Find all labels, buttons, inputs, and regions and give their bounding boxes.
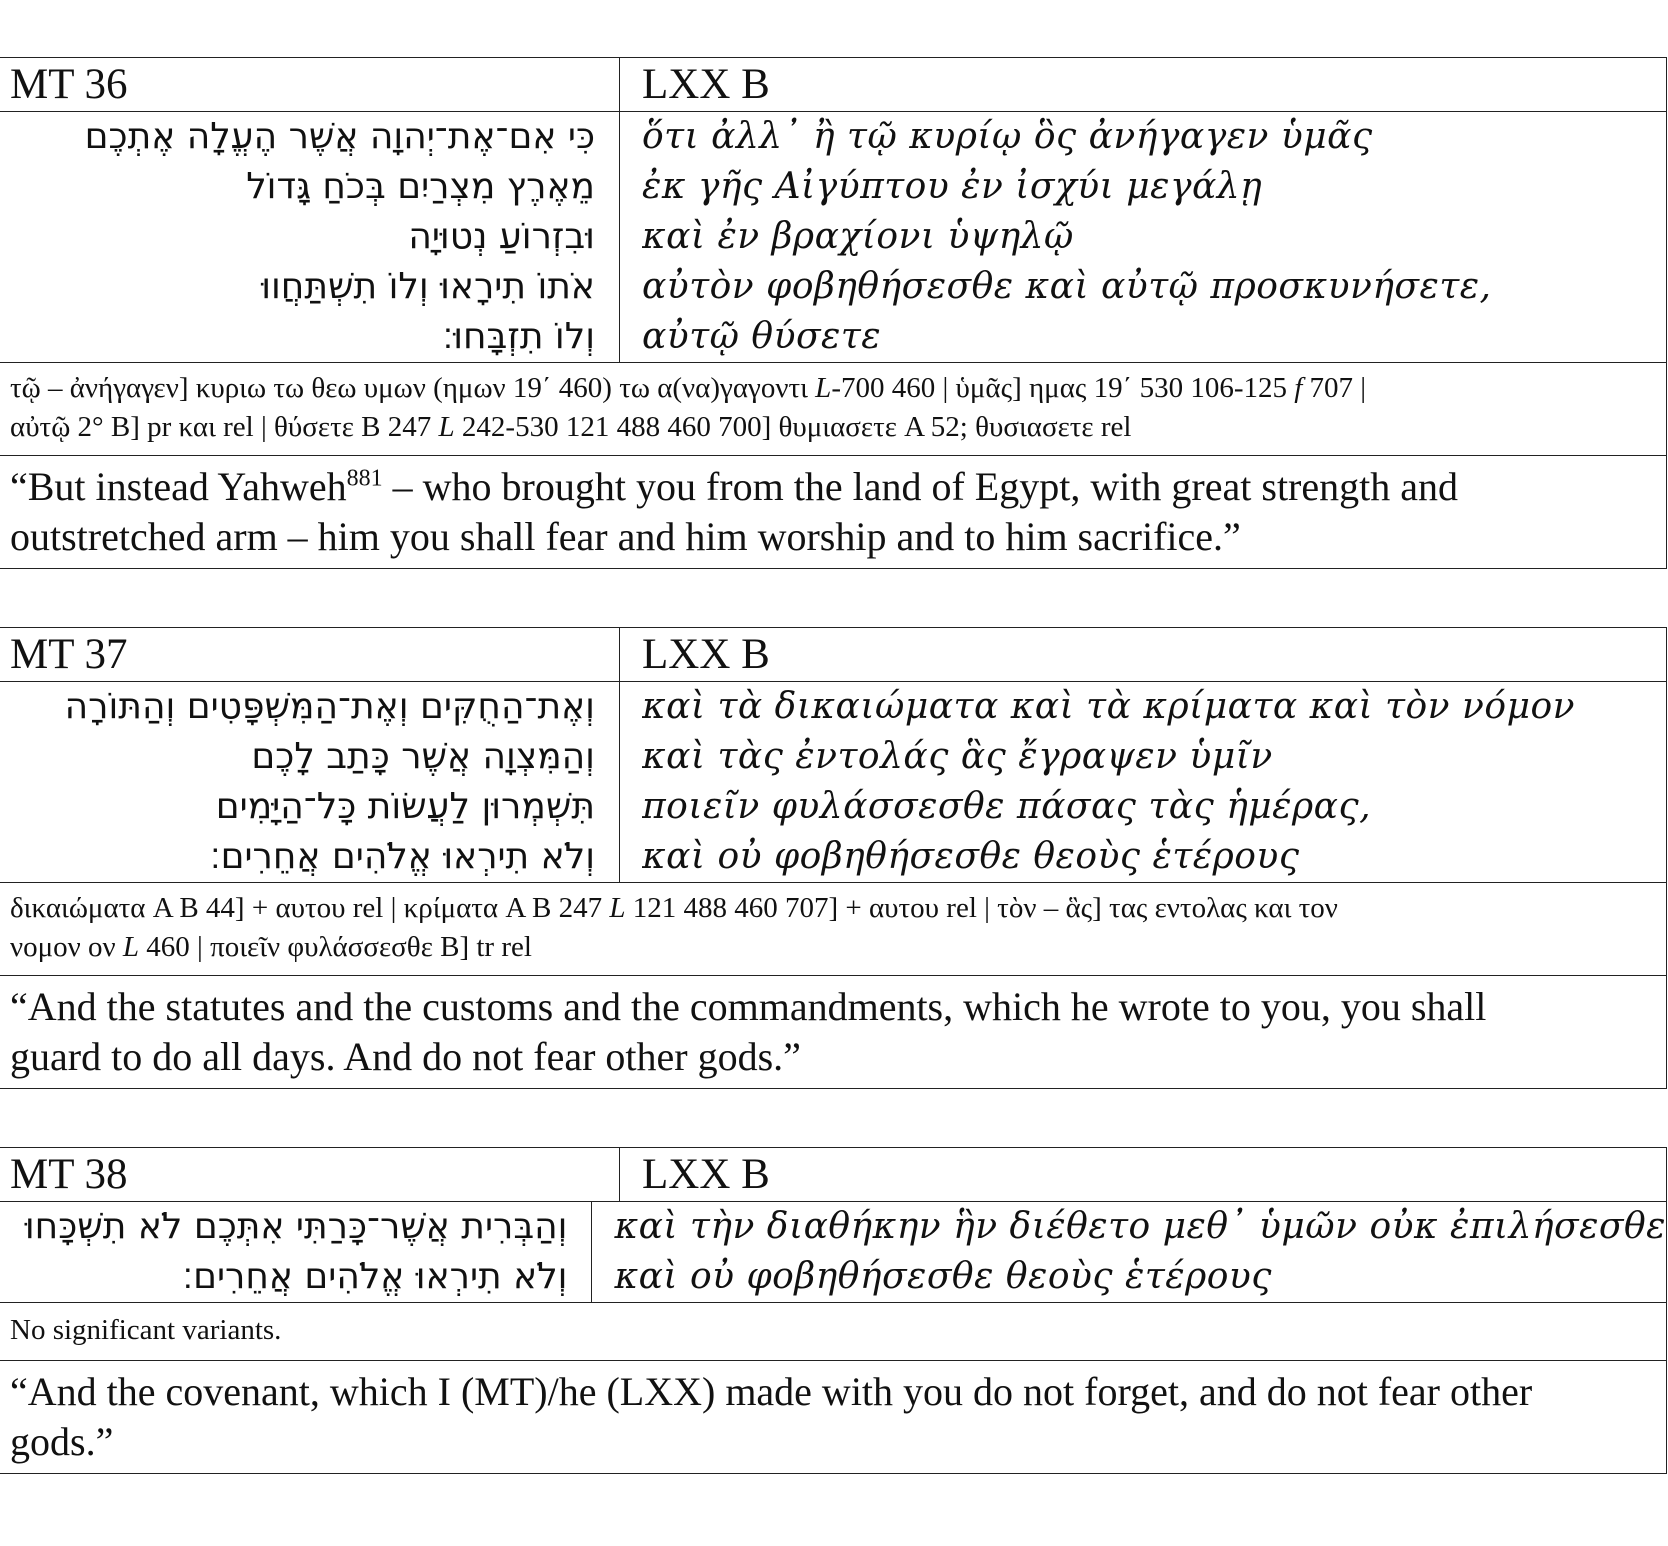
greek-line: ποιεῖν φυλάσσεσθε πάσας τὰς ἡμέρας, [642, 786, 1372, 827]
hebrew-line: וְהַבְּרִית אֲשֶׁר־כָּרַתִּי אִתְּכֶם לֹא תִשְׁכָּחוּ [24, 1206, 568, 1247]
hebrew-text [0, 1202, 592, 1302]
hebrew-line: וְלוֹ תִזְבָּחוּ׃ [442, 316, 595, 357]
greek-line: καὶ ἐν βραχίονι ὑψηλῷ [642, 216, 1074, 257]
text-row [0, 112, 1666, 363]
greek-line: καὶ τὴν διαθήκην ἣν διέθετο μεθ᾽ ὑμῶν οὐκ ἐπιλήσεσθε [614, 1206, 1666, 1247]
hebrew-line: וְהַמִּצְוָה אֲשֶׁר כָּתַב לָכֶם [251, 736, 595, 777]
greek-line: ἐκ γῆς Αἰγύπτου ἐν ἰσχύι μεγάλῃ [642, 166, 1263, 207]
text-row [0, 682, 1666, 883]
translation: “And the statutes and the customs and the commandments, which he wrote to you, you shall guard to do all days. And do not fear other gods.” [10, 984, 1487, 1079]
translation: “But instead Yahweh$^{881}$ – who brought you from the land of Egypt, with great strength and outstretched arm – him you shall fear and him worship and to him sacrifice.” [10, 464, 1458, 559]
lxx-label: LXX B [642, 61, 770, 108]
critical-apparatus: δικαιώματα A B 44] + αυτου rel | κρίματα A B 247 L 121 488 460 707] + αυτου rel | τὸν – ἃς] τας εντολας και τον νομον ον L 460 | ποιεῖν φυλάσσεσθε B] tr rel [0, 883, 1666, 976]
greek-line: καὶ τὰ δικαιώματα καὶ τὰ κρίματα καὶ τὸν νόμον [642, 686, 1576, 727]
lxx-label: LXX B [642, 631, 770, 678]
mt-label: MT 38 [0, 1148, 620, 1201]
greek-line: ὅτι ἀλλ᾽ ἢ τῷ κυρίῳ ὃς ἀνήγαγεν ὑμᾶς [642, 116, 1373, 157]
hebrew-line: אֹתוֹ תִירָאוּ וְלוֹ תִשְׁתַּחֲווּ [261, 266, 595, 307]
hebrew-text [0, 112, 620, 362]
mt-label: MT 37 [0, 628, 620, 681]
critical-apparatus: No significant variants. [0, 1303, 1666, 1361]
verse-block-36 [0, 57, 1667, 569]
hebrew-line: וְלֹא תִירְאוּ אֱלֹהִים אֲחֵרִים׃ [209, 836, 595, 877]
mt-label: MT 36 [0, 58, 620, 111]
greek-text [620, 112, 1666, 362]
text-row [0, 1202, 1666, 1303]
greek-text [592, 1202, 1666, 1302]
critical-apparatus: τῷ – ἀνήγαγεν] κυριω τω θεω υμων (ημων 19΄ 460) τω α(να)γαγοντι L-700 460 | ὑμᾶς] ημας 19΄ 530 106-125 f 707 | αὐτῷ 2° B] pr και rel | θύσετε B 247 L 242-530 121 488 460 700] θυμιασετε A 52; θυσιασετε rel [0, 363, 1666, 456]
greek-line: καὶ οὐ φοβηθήσεσθε θεοὺς ἑτέρους [614, 1256, 1272, 1297]
verse-header-row [0, 628, 1666, 682]
greek-line: αὐτῷ θύσετε [642, 316, 882, 357]
hebrew-line: וְלֹא תִירְאוּ אֱלֹהִים אֲחֵרִים׃ [182, 1256, 568, 1297]
verse-header-row [0, 58, 1666, 112]
hebrew-line: כִּי אִם־אֶת־יְהוָה אֲשֶׁר הֶעֱלָה אֶתְכֶם [84, 116, 595, 157]
verse-block-37 [0, 627, 1667, 1089]
greek-text [620, 682, 1666, 882]
footnote-marker[interactable]: 881 [346, 465, 383, 492]
translation: “And the covenant, which I (MT)/he (LXX) made with you do not forget, and do not fear other gods.” [10, 1369, 1533, 1464]
greek-line: καὶ οὐ φοβηθήσεσθε θεοὺς ἑτέρους [642, 836, 1300, 877]
hebrew-line: וּבִזְרוֹעַ נְטוּיָה [408, 216, 595, 257]
verse-block-38 [0, 1147, 1667, 1474]
hebrew-line: מֵאֶרֶץ מִצְרַיִם בְּכֹחַ גָּדוֹל [246, 166, 595, 207]
hebrew-text [0, 682, 620, 882]
lxx-label: LXX B [642, 1151, 770, 1198]
hebrew-line: תִּשְׁמְרוּן לַעֲשׂוֹת כָּל־הַיָּמִים [215, 786, 595, 827]
verse-header-row [0, 1148, 1666, 1202]
greek-line: καὶ τὰς ἐντολάς ἃς ἔγραψεν ὑμῖν [642, 736, 1273, 777]
hebrew-line: וְאֶת־הַחֻקִּים וְאֶת־הַמִּשְׁפָּטִים וְהַתּוֹרָה [64, 686, 595, 727]
greek-line: αὐτὸν φοβηθήσεσθε καὶ αὐτῷ προσκυνήσετε, [642, 266, 1492, 307]
